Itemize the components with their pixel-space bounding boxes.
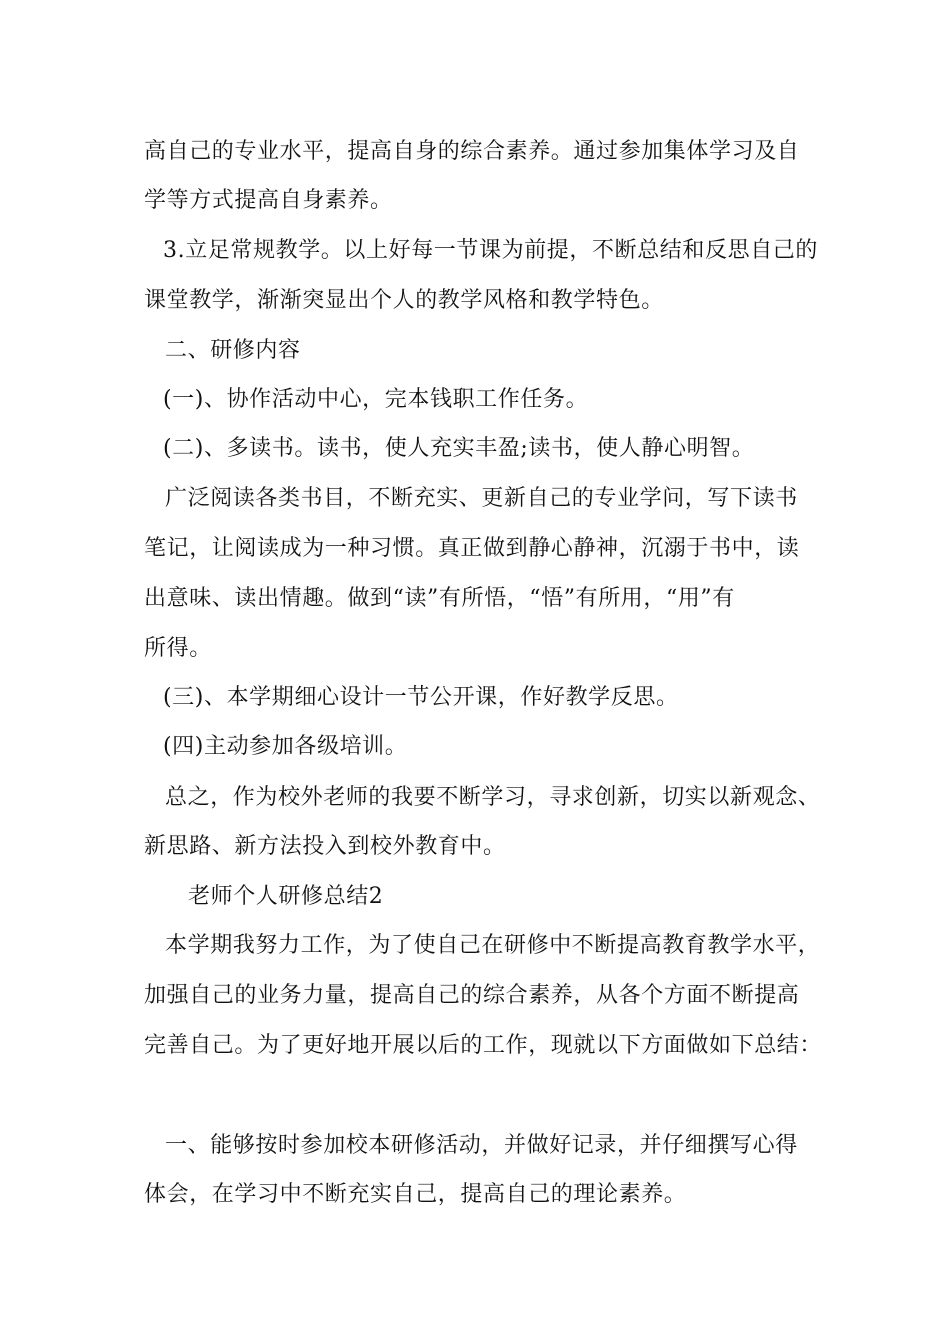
text-line: (一)、协作活动中心，完本钱职工作任务。 <box>163 387 589 412</box>
text-line: 课堂教学，渐渐突显出个人的教学风格和教学特色。 <box>144 288 664 313</box>
text-line: 高自己的专业水平，提高自身的综合素养。通过参加集体学习及自 <box>144 139 800 164</box>
text-line: 出意味、读出情趣。做到“读”有所悟，“悟”有所用，“用”有 <box>144 586 735 611</box>
text-line: 完善自己。为了更好地开展以后的工作，现就以下方面做如下总结： <box>144 1033 823 1058</box>
text-line: 所得。 <box>144 636 212 661</box>
text-line: 3.立足常规教学。以上好每一节课为前提，不断总结和反思自己的 <box>163 238 818 263</box>
text-line: 笔记，让阅读成为一种习惯。真正做到静心静神，沉溺于书中，读 <box>144 536 800 561</box>
text-line: 加强自己的业务力量，提高自己的综合素养，从各个方面不断提高 <box>144 983 800 1008</box>
text-line: 总之，作为校外老师的我要不断学习，寻求创新，切实以新观念、 <box>165 785 821 810</box>
text-line: 广泛阅读各类书目，不断充实、更新自己的专业学问，写下读书 <box>165 486 798 511</box>
text-line: 本学期我努力工作，为了使自己在研修中不断提高教育教学水平， <box>165 933 821 958</box>
text-line: 新思路、新方法投入到校外教育中。 <box>144 834 506 859</box>
text-line: (二)、多读书。读书，使人充实丰盈;读书，使人静心明智。 <box>163 436 755 461</box>
text-line: (四)主动参加各级培训。 <box>163 734 408 759</box>
text-line: 一、能够按时参加校本研修活动，并做好记录，并仔细撰写心得 <box>165 1133 798 1158</box>
section-heading: 二、研修内容 <box>165 338 301 363</box>
text-line: 学等方式提高自身素养。 <box>144 188 393 213</box>
text-line: 体会，在学习中不断充实自己，提高自己的理论素养。 <box>144 1182 687 1207</box>
text-line: (三)、本学期细心设计一节公开课，作好教学反思。 <box>163 685 679 710</box>
document-subtitle: 老师个人研修总结2 <box>188 884 384 909</box>
